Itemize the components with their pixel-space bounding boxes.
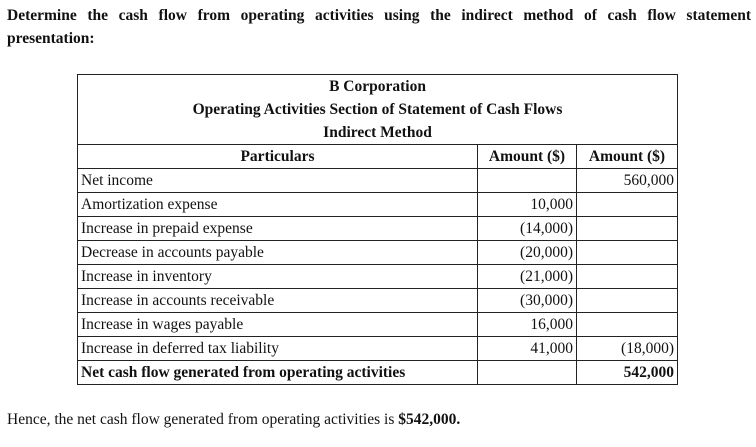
row-label: Increase in deferred tax liability bbox=[78, 337, 478, 361]
row-amount-1: 41,000 bbox=[478, 337, 577, 361]
company-name: B Corporation bbox=[78, 75, 678, 99]
column-header-amount-2: Amount ($) bbox=[577, 145, 678, 169]
cash-flow-table bbox=[77, 74, 678, 385]
statement-title: Operating Activities Section of Statement of Cash Flows bbox=[78, 98, 678, 121]
statement-method: Indirect Method bbox=[78, 121, 678, 145]
conclusion-amount: $542,000. bbox=[398, 411, 461, 428]
row-amount-1: 16,000 bbox=[478, 313, 577, 337]
row-amount-1: (20,000) bbox=[478, 241, 577, 265]
column-header-particulars: Particulars bbox=[78, 145, 478, 169]
table-row bbox=[78, 337, 678, 361]
table-row bbox=[78, 289, 678, 313]
total-row bbox=[78, 361, 678, 385]
row-amount-2 bbox=[577, 313, 678, 337]
row-amount-1: 10,000 bbox=[478, 193, 577, 217]
total-amount-2: 542,000 bbox=[577, 361, 678, 385]
column-header-amount-1: Amount ($) bbox=[478, 145, 577, 169]
row-amount-2 bbox=[577, 265, 678, 289]
total-amount-1 bbox=[478, 361, 577, 385]
row-label: Increase in wages payable bbox=[78, 313, 478, 337]
table-row bbox=[78, 193, 678, 217]
table-row bbox=[78, 265, 678, 289]
table-row bbox=[78, 313, 678, 337]
row-label: Increase in inventory bbox=[78, 265, 478, 289]
row-amount-2 bbox=[577, 241, 678, 265]
row-amount-1: (21,000) bbox=[478, 265, 577, 289]
row-label: Increase in prepaid expense bbox=[78, 217, 478, 241]
row-label: Amortization expense bbox=[78, 193, 478, 217]
row-amount-2 bbox=[577, 289, 678, 313]
row-amount-1: (30,000) bbox=[478, 289, 577, 313]
total-label: Net cash flow generated from operating activities bbox=[78, 361, 478, 385]
question-text: Determine the cash flow from operating activities using the indirect method of cash flow statement presentation: bbox=[7, 7, 751, 47]
row-amount-2: 560,000 bbox=[577, 169, 678, 193]
row-label: Decrease in accounts payable bbox=[78, 241, 478, 265]
table-row bbox=[78, 217, 678, 241]
row-amount-2: (18,000) bbox=[577, 337, 678, 361]
row-amount-2 bbox=[577, 217, 678, 241]
table-row bbox=[78, 169, 678, 193]
conclusion-sentence: Hence, the net cash flow generated from operating activities is bbox=[7, 411, 399, 428]
row-label: Increase in accounts receivable bbox=[78, 289, 478, 313]
row-amount-2 bbox=[577, 193, 678, 217]
row-amount-1: (14,000) bbox=[478, 217, 577, 241]
row-amount-1 bbox=[478, 169, 577, 193]
table-row bbox=[78, 241, 678, 265]
row-label: Net income bbox=[78, 169, 478, 193]
conclusion-text bbox=[7, 409, 460, 431]
